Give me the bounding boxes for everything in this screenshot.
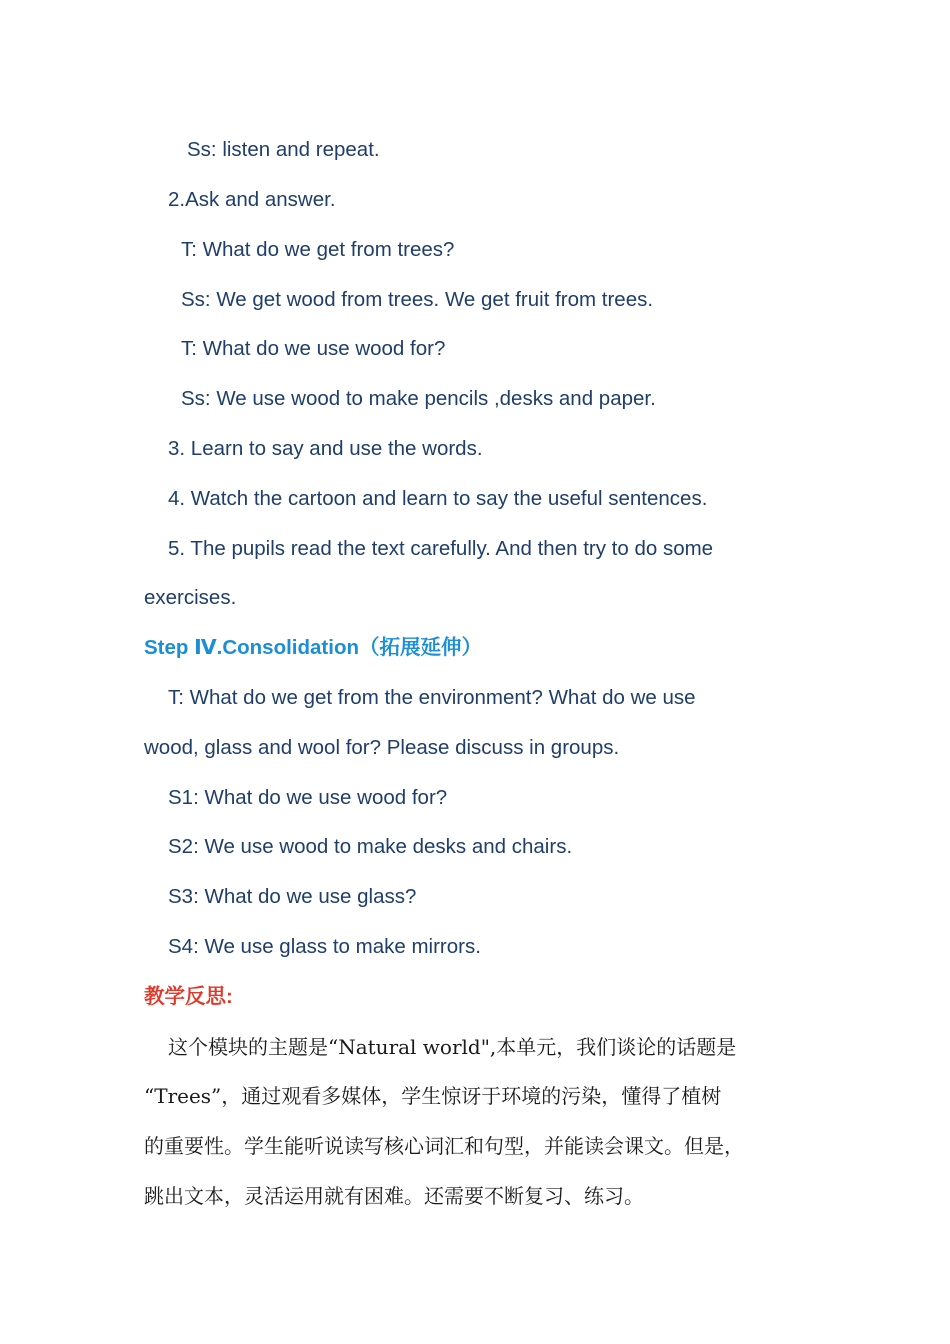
text-line: 4. Watch the cartoon and learn to say the useful sentences. [168, 487, 708, 510]
reflection-line: 跳出文本，灵活运用就有困难。还需要不断复习、练习。 [144, 1184, 644, 1208]
text-line: 2.Ask and answer. [168, 188, 336, 211]
reflection-line: “Trees”，通过观看多媒体，学生惊讶于环境的污染，懂得了植树 [144, 1084, 722, 1108]
section-heading-reflection: 教学反思: [144, 985, 233, 1008]
text-line: T: What do we get from the environment? What do we use [168, 686, 696, 709]
text-line: S4: We use glass to make mirrors. [168, 935, 481, 958]
reflection-line: 这个模块的主题是“Natural world",本单元，我们谈论的话题是 [168, 1035, 737, 1059]
section-heading-consolidation: Step Ⅳ.Consolidation（拓展延伸） [144, 636, 482, 659]
text-line: Ss: listen and repeat. [187, 138, 380, 161]
text-line: 3. Learn to say and use the words. [168, 437, 483, 460]
reflection-line: 的重要性。学生能听说读写核心词汇和句型，并能读会课文。但是， [144, 1134, 744, 1158]
text-line: S2: We use wood to make desks and chairs. [168, 835, 573, 858]
text-line: S1: What do we use wood for? [168, 786, 448, 809]
text-line: 5. The pupils read the text carefully. And then try to do some [168, 537, 714, 560]
text-line: Ss: We get wood from trees. We get fruit from trees. [181, 288, 654, 311]
text-line: wood, glass and wool for? Please discuss in groups. [144, 736, 620, 759]
text-line: T: What do we use wood for? [181, 337, 446, 360]
text-line: Ss: We use wood to make pencils ,desks and paper. [181, 387, 656, 410]
text-line: T: What do we get from trees? [181, 238, 455, 261]
text-line: S3: What do we use glass? [168, 885, 417, 908]
text-line: exercises. [144, 586, 237, 609]
